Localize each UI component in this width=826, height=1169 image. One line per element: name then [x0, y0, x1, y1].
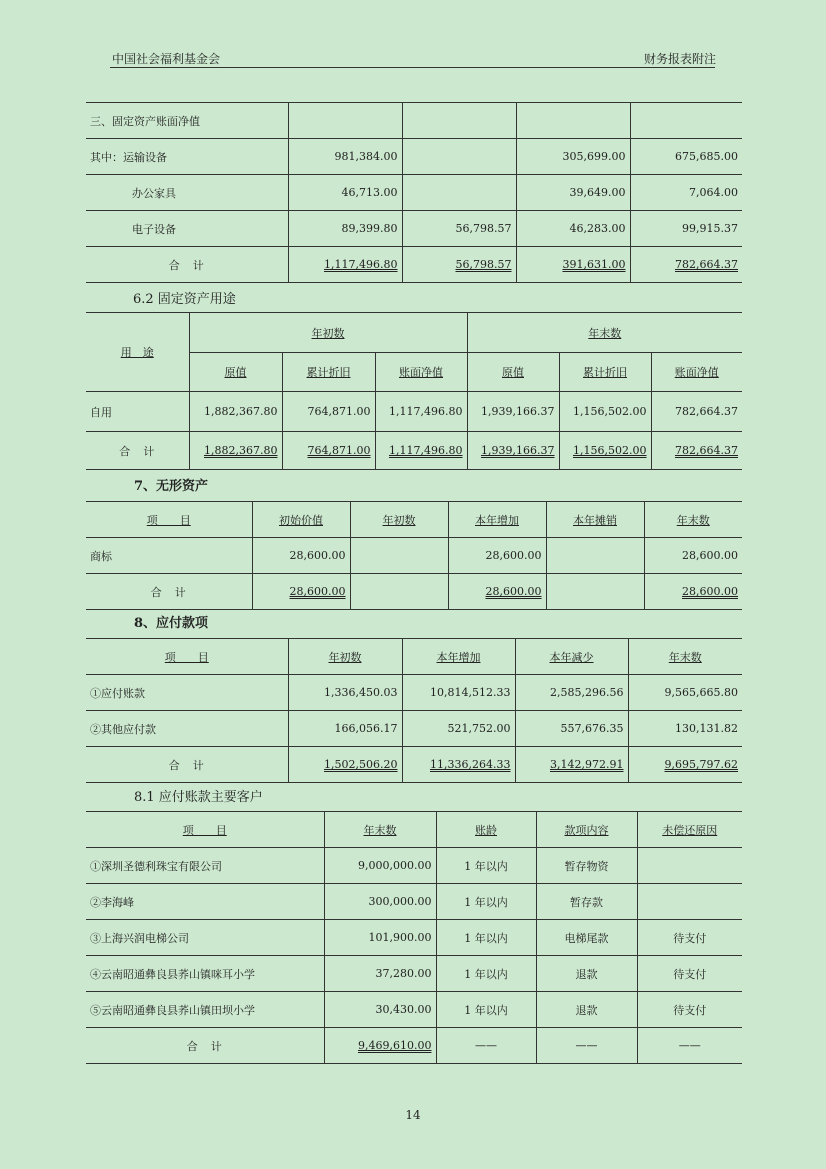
total-cell: 764,871.00	[307, 444, 371, 457]
table-row	[86, 920, 742, 956]
row-label: ①应付账款	[86, 675, 288, 711]
row-label: 商标	[86, 538, 252, 574]
table-cell: 待支付	[637, 920, 742, 956]
row-label: 三、固定资产账面净值	[86, 103, 288, 139]
row-label: ②李海峰	[86, 884, 324, 920]
table-cell: 557,676.35	[515, 711, 628, 747]
header-org-name: 中国社会福利基金会	[112, 52, 221, 66]
table-row	[86, 884, 742, 920]
table-header-row	[86, 812, 742, 848]
column-header: 项 目	[146, 513, 191, 527]
total-cell: 28,600.00	[289, 585, 346, 598]
intangible-asset-table	[86, 501, 742, 610]
table-cell: 46,713.00	[288, 175, 402, 211]
table-row	[86, 175, 742, 211]
total-cell: 3,142,972.91	[550, 758, 624, 771]
table-cell: 7,064.00	[630, 175, 742, 211]
table-row	[86, 392, 742, 432]
end-header: 年末数	[588, 326, 622, 340]
total-label: 合 计	[86, 247, 288, 283]
table-cell: 521,752.00	[402, 711, 515, 747]
total-cell: 9,695,797.62	[664, 758, 738, 771]
total-cell: 1,502,506.20	[324, 758, 398, 771]
table-cell: 675,685.00	[630, 139, 742, 175]
table-row	[86, 956, 742, 992]
table-cell	[630, 103, 742, 139]
table-row	[86, 139, 742, 175]
total-row	[86, 1028, 742, 1064]
table-cell	[350, 574, 448, 610]
table-header-row	[86, 502, 742, 538]
table-cell	[402, 139, 516, 175]
column-header: 年末数	[676, 513, 710, 527]
table-cell: 28,600.00	[644, 538, 742, 574]
column-header: 年初数	[328, 650, 362, 664]
table-cell: 待支付	[637, 992, 742, 1028]
table-cell: 28,600.00	[448, 538, 546, 574]
column-header: 本年增加	[475, 513, 519, 527]
table-cell: 1,882,367.80	[189, 392, 282, 432]
table-cell: 46,283.00	[516, 211, 630, 247]
column-header: 累计折旧	[306, 366, 351, 379]
total-row	[86, 574, 742, 610]
table-cell: 待支付	[637, 956, 742, 992]
table-cell: 暂存物资	[536, 848, 637, 884]
total-label: 合 计	[86, 747, 288, 783]
column-header: 账面净值	[674, 366, 719, 379]
begin-header: 年初数	[311, 326, 345, 340]
table-cell: ——	[436, 1028, 536, 1064]
table-cell	[288, 103, 402, 139]
table-cell: 1,336,450.03	[288, 675, 402, 711]
fixed-asset-use-table	[86, 312, 742, 470]
table-cell	[350, 538, 448, 574]
table-cell: 1 年以内	[436, 884, 536, 920]
column-header: 账面净值	[399, 366, 443, 379]
column-header: 年末数	[668, 650, 702, 664]
table-row	[86, 675, 742, 711]
column-header: 款项内容	[564, 823, 609, 837]
table-cell: 9,565,665.80	[628, 675, 742, 711]
table-cell: 764,871.00	[282, 392, 375, 432]
table-cell	[402, 175, 516, 211]
total-row	[86, 247, 742, 283]
section-title-8: 8、应付款项	[134, 616, 209, 631]
payables-table	[86, 638, 742, 783]
total-cell: 56,798.57	[455, 258, 512, 271]
table-cell: 782,664.37	[651, 392, 742, 432]
table-cell: 99,915.37	[630, 211, 742, 247]
total-cell: 28,600.00	[485, 585, 542, 598]
row-label: 其中：运输设备	[86, 139, 288, 175]
table-cell: 300,000.00	[324, 884, 436, 920]
table-cell: 2,585,296.56	[515, 675, 628, 711]
total-cell: 1,939,166.37	[481, 444, 555, 457]
table-cell: 10,814,512.33	[402, 675, 515, 711]
table-cell: 39,649.00	[516, 175, 630, 211]
column-header: 项 目	[164, 650, 209, 664]
table-cell	[402, 103, 516, 139]
table-cell: 退款	[536, 956, 637, 992]
header-rule	[110, 67, 715, 68]
header-doc-title: 财务报表附注	[643, 52, 716, 66]
table-cell: 1,939,166.37	[467, 392, 559, 432]
table-cell: 101,900.00	[324, 920, 436, 956]
table-cell: 电梯尾款	[536, 920, 637, 956]
total-cell: 782,664.37	[675, 444, 739, 457]
row-label: ②其他应付款	[86, 711, 288, 747]
section-title-7: 7、无形资产	[134, 479, 209, 494]
table-cell: 退款	[536, 992, 637, 1028]
total-row	[86, 747, 742, 783]
row-label: ④云南昭通彝良县荞山镇咪耳小学	[86, 956, 324, 992]
use-header: 用 途	[120, 346, 154, 359]
table-cell	[637, 884, 742, 920]
total-label: 合 计	[86, 1028, 324, 1064]
column-header: 未偿还原因	[662, 823, 718, 837]
table-cell: ——	[637, 1028, 742, 1064]
table-cell	[637, 848, 742, 884]
table-cell: 1 年以内	[436, 956, 536, 992]
row-label: 自用	[86, 392, 189, 432]
table-cell: 1 年以内	[436, 992, 536, 1028]
total-cell: 11,336,264.33	[430, 758, 511, 771]
fixed-asset-net-table	[86, 102, 742, 283]
table-cell: ——	[536, 1028, 637, 1064]
row-label: ①深圳圣德利珠宝有限公司	[86, 848, 324, 884]
table-cell: 1 年以内	[436, 848, 536, 884]
section-title-8-1: 8.1 应付账款主要客户	[134, 790, 263, 805]
table-header-row	[86, 313, 742, 353]
table-cell: 89,399.80	[288, 211, 402, 247]
row-label: ⑤云南昭通彝良县荞山镇田坝小学	[86, 992, 324, 1028]
table-cell: 166,056.17	[288, 711, 402, 747]
column-header: 本年减少	[549, 650, 594, 664]
total-label: 合 计	[86, 432, 189, 470]
column-header: 本年增加	[436, 650, 481, 664]
table-cell: 28,600.00	[252, 538, 350, 574]
total-cell: 782,664.37	[675, 258, 738, 271]
table-cell: 305,699.00	[516, 139, 630, 175]
table-cell: 1 年以内	[436, 920, 536, 956]
row-label: 电子设备	[86, 211, 288, 247]
column-header: 原值	[502, 366, 524, 379]
table-cell: 37,280.00	[324, 956, 436, 992]
table-row	[86, 538, 742, 574]
column-header: 年初数	[382, 513, 416, 527]
table-cell: 981,384.00	[288, 139, 402, 175]
page-number: 14	[405, 1108, 421, 1122]
table-cell: 30,430.00	[324, 992, 436, 1028]
table-row	[86, 711, 742, 747]
total-cell: 1,117,496.80	[389, 444, 463, 457]
total-label: 合 计	[86, 574, 252, 610]
row-label: ③上海兴润电梯公司	[86, 920, 324, 956]
table-cell: 暂存款	[536, 884, 637, 920]
payables-customers-table	[86, 811, 742, 1064]
table-cell: 9,000,000.00	[324, 848, 436, 884]
total-cell: 1,156,502.00	[573, 444, 647, 457]
column-header: 初始价值	[279, 513, 323, 527]
total-cell: 9,469,610.00	[358, 1039, 432, 1052]
total-cell: 1,117,496.80	[324, 258, 398, 271]
total-row	[86, 432, 742, 470]
column-header: 项 目	[182, 823, 227, 837]
table-cell	[546, 574, 644, 610]
total-cell: 28,600.00	[682, 585, 738, 598]
table-cell	[546, 538, 644, 574]
table-row	[86, 848, 742, 884]
table-row	[86, 211, 742, 247]
column-header: 年末数	[363, 823, 397, 837]
column-header: 累计折旧	[583, 366, 627, 379]
column-header: 账龄	[475, 823, 497, 837]
table-row	[86, 992, 742, 1028]
total-cell: 391,631.00	[562, 258, 626, 271]
table-cell	[516, 103, 630, 139]
table-cell: 1,156,502.00	[559, 392, 651, 432]
row-label: 办公家具	[86, 175, 288, 211]
total-cell: 1,882,367.80	[204, 444, 278, 457]
table-row	[86, 103, 742, 139]
section-title-6-2: 6.2 固定资产用途	[133, 292, 236, 307]
table-cell: 130,131.82	[628, 711, 742, 747]
column-header: 本年摊销	[573, 513, 617, 527]
table-header-row	[86, 639, 742, 675]
table-cell: 1,117,496.80	[375, 392, 467, 432]
column-header: 原值	[224, 366, 247, 379]
table-cell: 56,798.57	[402, 211, 516, 247]
